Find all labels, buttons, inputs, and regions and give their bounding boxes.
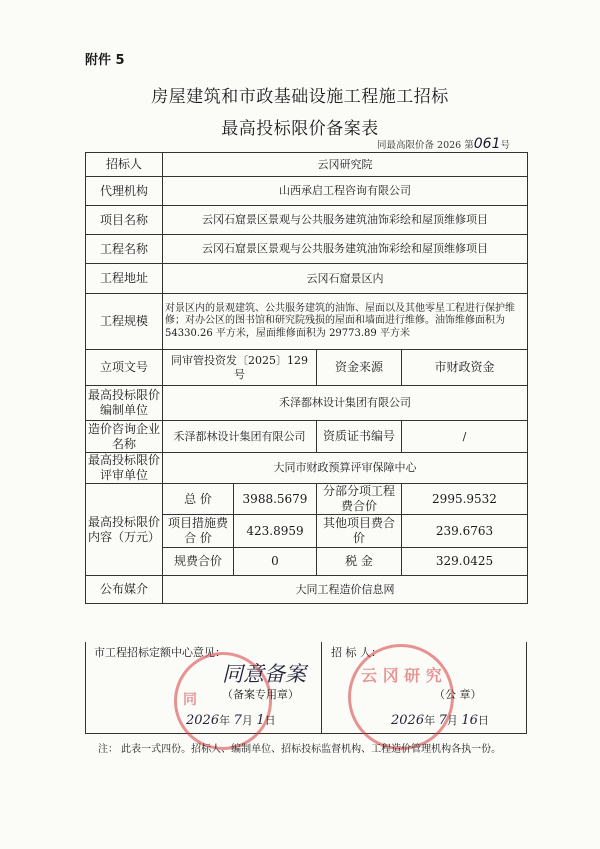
tax-label: 税 金 (317, 548, 402, 576)
table-row (86, 153, 528, 177)
other-value: 239.6763 (402, 515, 528, 548)
fees-label: 规费合价 (163, 548, 234, 576)
attachment-label: 附件 5 (85, 53, 125, 68)
right-date-year: 2026 (391, 713, 425, 728)
left-date-year: 2026 (186, 713, 220, 728)
filing-table (85, 152, 528, 604)
filing-seal-label: （备案专用章） (222, 688, 299, 701)
address-value: 云冈石窟景区内 (163, 264, 528, 294)
fund-value: 市财政资金 (402, 350, 528, 386)
engineering-value: 云冈石窟景区景观与公共服务建筑油饰彩绘和屋顶维修项目 (163, 235, 528, 264)
tenderer-seal-label: （公 章） (434, 688, 482, 701)
left-date (186, 712, 276, 728)
section-divider (321, 642, 322, 734)
agency-label: 代理机构 (86, 177, 163, 206)
right-date-day: 16 (461, 713, 478, 728)
media-value: 大同工程造价信息网 (163, 576, 528, 604)
media-label: 公布媒介 (86, 576, 163, 604)
right-date-month: 7 (438, 713, 447, 728)
footnote: 注： 此表一式四份。招标人、编制单位、招标投标监督机构、工程造价管理机构各执一份。 (98, 744, 502, 755)
left-date-year-char: 年 (219, 714, 231, 727)
right-date-year-char: 年 (424, 714, 436, 727)
title-line-2: 最高投标限价备案表 (221, 119, 379, 139)
right-date-month-char: 月 (446, 714, 458, 727)
other-label: 其他项目费合价 (317, 515, 402, 548)
left-date-month-char: 月 (241, 714, 253, 727)
cert-label: 资质证书编号 (317, 421, 402, 453)
tax-value: 329.0425 (402, 548, 528, 576)
total-label: 总 价 (163, 484, 234, 515)
fees-value: 0 (234, 548, 317, 576)
subitem-value: 2995.9532 (402, 484, 528, 515)
project-value: 云冈石窟景区景观与公共服务建筑油饰彩绘和屋顶维修项目 (163, 206, 528, 235)
table-row (86, 453, 528, 484)
subitem-label: 分部分项工程费合价 (317, 484, 402, 515)
compiler-value: 禾泽都林设计集团有限公司 (163, 386, 528, 421)
content-label: 最高投标限价内容（万元） (86, 484, 163, 576)
file-number-suffix: 号 (500, 140, 510, 151)
table-row (86, 177, 528, 206)
file-number-prefix: 同最高限价备 2026 第 (377, 140, 474, 151)
tenderer-sign-title: 招 标 人： (331, 646, 382, 659)
file-number-value: 061 (473, 136, 501, 152)
project-label: 项目名称 (86, 206, 163, 235)
center-opinion-title: 市工程招标定额中心意见： (94, 646, 226, 659)
agency-value: 山西承启工程咨询有限公司 (163, 177, 528, 206)
total-value: 3988.5679 (234, 484, 317, 515)
table-row (86, 484, 528, 515)
table-row (86, 294, 528, 350)
approval-label: 立项文号 (86, 350, 163, 386)
table-row (86, 206, 528, 235)
scale-label: 工程规模 (86, 294, 163, 350)
left-date-day-char: 日 (264, 714, 276, 727)
opinion-handwritten: 同意备案 (222, 662, 306, 686)
table-row (86, 386, 528, 421)
right-date-day-char: 日 (477, 714, 489, 727)
left-date-day: 1 (256, 713, 265, 728)
consult-label: 造价咨询企业名称 (86, 421, 163, 453)
cert-value: / (402, 421, 528, 453)
compiler-label: 最高投标限价编制单位 (86, 386, 163, 421)
table-row (86, 350, 528, 386)
measures-value: 423.8959 (234, 515, 317, 548)
scale-value: 对景区内的景观建筑、公共服务建筑的油饰、屋面以及其他零星工程进行保护维修；对办公区的图书馆和研究院残损的屋面和墙面进行维修。油饰维修面积为 54330.26 平方米，屋面维修面积为 29773.89 平方米 (163, 294, 528, 350)
filing-seal-text: 同 (183, 692, 197, 708)
right-date (391, 712, 489, 728)
title-line-1: 房屋建筑和市政基础设施工程施工招标 (151, 87, 449, 107)
approval-value: 同审管投资发〔2025〕129 号 (163, 350, 317, 386)
engineering-label: 工程名称 (86, 235, 163, 264)
consult-value: 禾泽都林设计集团有限公司 (163, 421, 317, 453)
tenderer-value: 云冈研究院 (163, 153, 528, 177)
tenderer-seal-text: 云 冈 研 究 (361, 666, 442, 685)
approval-section (85, 642, 527, 734)
review-value: 大同市财政预算评审保障中心 (163, 453, 528, 484)
address-label: 工程地址 (86, 264, 163, 294)
review-label: 最高投标限价评审单位 (86, 453, 163, 484)
table-row (86, 235, 528, 264)
table-row (86, 264, 528, 294)
table-row (86, 421, 528, 453)
fund-label: 资金来源 (317, 350, 402, 386)
file-number (377, 136, 510, 152)
tenderer-label: 招标人 (86, 153, 163, 177)
table-row (86, 576, 528, 604)
measures-label: 项目措施费合 价 (163, 515, 234, 548)
left-date-month: 7 (233, 713, 242, 728)
